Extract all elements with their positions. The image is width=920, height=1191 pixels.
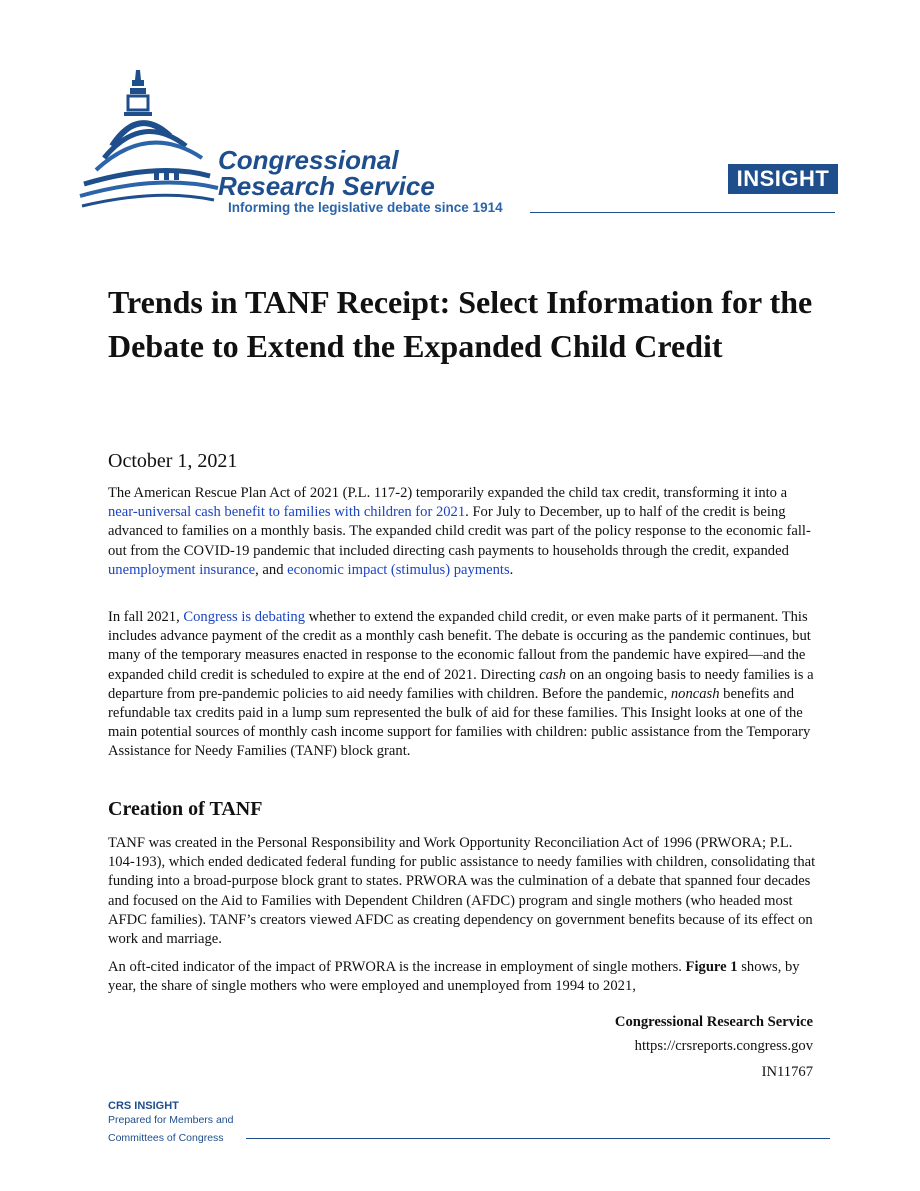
paragraph-4 [108, 958, 816, 996]
logo-wordmark-line2: Research Service [218, 171, 435, 201]
header-divider [530, 212, 835, 213]
link-economic-impact-payments[interactable]: economic impact (stimulus) payments [287, 561, 510, 578]
section-heading: Creation of TANF [108, 798, 263, 820]
text-run: benefits and refundable tax credits paid in a lump sum represented the bulk of aid for these families. This Insight looks at one of the main potential sources of monthly cash income support for families with children: public assistance from the Temporary Assistance for Needy Families (TANF) block grant. [108, 685, 811, 760]
footer-divider [246, 1138, 830, 1139]
logo-wordmark-line1: Congressional [218, 145, 399, 175]
figure-reference: Figure 1 [685, 959, 738, 975]
footer-crs-label: CRS INSIGHT [108, 1100, 179, 1112]
text-run: . For July to December, up to half of the credit is being advanced to families on a monthly basis. The expanded child credit was part of the policy response to the economic fall-out from the COVID-19 pandemic that included directing cash payments to households through the credit, expanded [108, 504, 811, 559]
logo-tagline: Informing the legislative debate since 1914 [228, 200, 503, 215]
footer-report-id: IN11767 [761, 1064, 813, 1080]
paragraph-3-text: TANF was created in the Personal Responsibility and Work Opportunity Reconciliation Act of 1996 (PRWORA; P.L. 104-193), which ended dedicated federal funding for public assistance to needy families with children, consolidating that funding into a broad-purpose block grant to states. PRWORA was the culmination of a debate that spanned four decades and focused on the Aid to Families with Dependent Children (AFDC) program and single mothers (who headed most AFDC families). TANF’s creators viewed AFDC as creating dependency on government benefits because of its effect on work and marriage. [108, 835, 816, 948]
paragraph-3 [108, 834, 816, 949]
footer-prepared-line2: Committees of Congress [108, 1132, 224, 1144]
crs-logo [78, 66, 538, 226]
text-run: , and [255, 561, 288, 578]
text-run: shows, by year, the share of single mothers who were employed and unemployed from 1994 to 2021, [108, 959, 800, 995]
text-run: on an ongoing basis to needy families is a departure from pre-pandemic policies to aid needy families with children. Before the pandemic, [108, 666, 814, 702]
text-run: whether to extend the expanded child credit, or even make parts of it permanent. This includes advance payment of the credit as a monthly cash benefit. The debate is occuring as the pandemic continues, but many of the temporary measures enacted in response to the economic fallout from the pandemic have expired—and the expanded child credit is scheduled to expire at the end of 2021. Directing [108, 609, 811, 683]
link-near-universal-cash-benefit[interactable]: near-universal cash benefit to families with children for 2021 [108, 504, 466, 521]
text-run: The American Rescue Plan Act of 2021 (P.L. 117-2) temporarily expanded the child tax credit, transforming it into a [108, 485, 788, 501]
footer-org: Congressional Research Service [614, 1014, 813, 1030]
text-run: An oft-cited indicator of the impact of PRWORA is the increase in employment of single mothers. [108, 959, 686, 975]
footer-prepared-line1: Prepared for Members and [108, 1114, 234, 1126]
paragraph-2 [108, 608, 816, 762]
paragraph-1 [108, 484, 816, 580]
insight-badge: INSIGHT [728, 164, 838, 194]
page-title: Trends in TANF Receipt: Select Information for the Debate to Extend the Expanded Child Credit [108, 284, 813, 364]
link-congress-is-debating[interactable]: Congress is debating [183, 609, 305, 625]
text-run: In fall 2021, [108, 609, 184, 625]
emphasis-noncash: noncash [670, 685, 720, 702]
emphasis-cash: cash [539, 666, 566, 683]
publication-date: October 1, 2021 [108, 450, 238, 472]
link-unemployment-insurance[interactable]: unemployment insurance [108, 561, 256, 578]
capitol-dome-icon [78, 66, 238, 226]
footer-url[interactable]: https://crsreports.congress.gov [634, 1038, 813, 1054]
text-run: . [509, 561, 514, 578]
